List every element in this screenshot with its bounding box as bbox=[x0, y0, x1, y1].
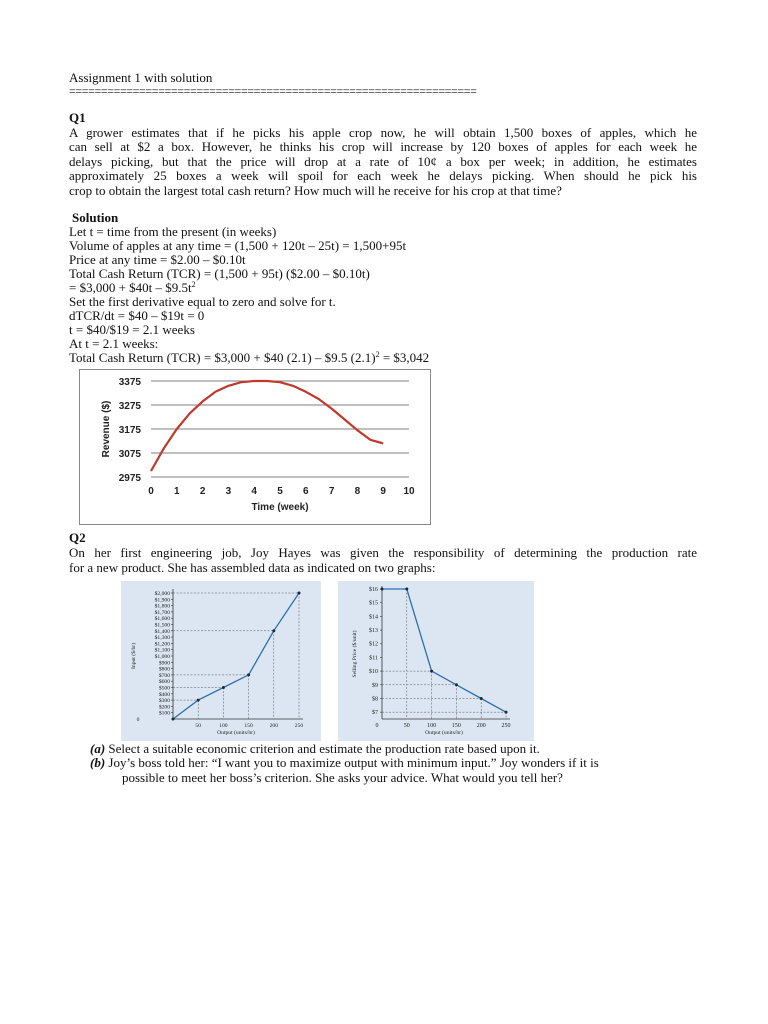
y-tick-label: $1,200 bbox=[154, 641, 170, 648]
y-tick-label: $500 bbox=[158, 685, 170, 692]
y-tick-label: $11 bbox=[369, 655, 378, 662]
y-tick-label: $100 bbox=[158, 710, 170, 717]
y-tick-label: $1,600 bbox=[154, 616, 170, 623]
q2-line: On her first engineering job, Joy Hayes was given the responsibility of determining the production rate bbox=[69, 545, 697, 560]
solution-label: Solution bbox=[72, 210, 119, 225]
y-tick-label: $16 bbox=[369, 587, 378, 593]
q2-label: Q2 bbox=[69, 530, 86, 545]
solution-line: dTCR/dt = $40 – $19t = 0 bbox=[69, 308, 205, 323]
x-tick-label: 8 bbox=[354, 486, 361, 497]
y-tick-label: $1,000 bbox=[154, 654, 170, 660]
x-tick-label: 9 bbox=[380, 486, 386, 497]
y-tick-label: $1,900 bbox=[154, 597, 170, 604]
x-tick-label: 50 bbox=[195, 723, 201, 729]
q2-line: for a new product. She has assembled data as indicated on two graphs: bbox=[69, 560, 436, 575]
input-output-chart bbox=[121, 581, 321, 741]
q2-part-a: (a) Select a suitable economic criterion and estimate the production rate based upon it. bbox=[90, 741, 540, 756]
solution-line: Let t = time from the present (in weeks) bbox=[69, 224, 277, 239]
tcr-expanded: = $3,000 + $40t – $\$9.5t^2$ bbox=[69, 280, 196, 295]
y-axis-label: Revenue ($) bbox=[101, 400, 112, 458]
y-axis-label: Selling Price ($/unit) bbox=[352, 630, 358, 678]
q1-line: can sell at $2 a box. However, he thinks his crop will increase by 120 boxes of apples for each week he bbox=[69, 139, 697, 154]
solution-line: Set the first derivative equal to zero and solve for t. bbox=[69, 294, 336, 309]
y-tick-label: $10 bbox=[369, 669, 378, 676]
x-tick-label: 3 bbox=[225, 486, 232, 497]
x-tick-label: 100 bbox=[427, 723, 437, 729]
y-tick-label: $1,100 bbox=[154, 647, 170, 654]
assignment-title: Assignment 1 with solution bbox=[69, 70, 213, 85]
x-tick-label: 250 bbox=[501, 723, 511, 729]
y-tick-label: $600 bbox=[158, 679, 170, 686]
data-point bbox=[505, 711, 508, 714]
data-point bbox=[430, 670, 433, 673]
y-tick-label: $12 bbox=[369, 641, 378, 648]
x-tick-label: 50 bbox=[403, 723, 410, 729]
y-tick-label: $300 bbox=[158, 698, 170, 705]
y-tick-label: $15 bbox=[369, 600, 378, 607]
data-point bbox=[455, 683, 458, 686]
y-tick-label: $1,700 bbox=[154, 609, 170, 616]
data-point bbox=[381, 588, 384, 591]
x-tick-label: 1 bbox=[174, 486, 180, 497]
data-point bbox=[247, 673, 250, 676]
y-tick-label: 3275 bbox=[118, 401, 141, 412]
solution-line: Total Cash Return (TCR) = (1,500 + 95t) ($2.00 – $0.10t) bbox=[69, 266, 370, 281]
data-point bbox=[298, 592, 301, 595]
y-tick-label: $9 bbox=[372, 682, 378, 689]
q1-label: Q1 bbox=[69, 110, 86, 125]
q2-part-b: (b) Joy’s boss told her: “I want you to maximize output with minimum input.” Joy wonders if it is bbox=[90, 755, 599, 770]
x-tick-label: 200 bbox=[269, 723, 278, 729]
solution-line: Volume of apples at any time = (1,500 + 120t – 25t) = 1,500+95t bbox=[69, 238, 407, 253]
q1-line: delays picking, but that the price will drop at a rate of 10¢ a box per week; in addition, he estimates bbox=[69, 154, 697, 169]
y-tick-label: 3375 bbox=[118, 377, 141, 388]
data-point bbox=[172, 718, 175, 721]
x-axis-label: Output (units/hr) bbox=[425, 730, 463, 736]
x-tick-label: 4 bbox=[251, 486, 257, 497]
x-tick-label: 150 bbox=[451, 723, 461, 729]
origin-label: 0 bbox=[375, 723, 379, 729]
y-tick-label: $8 bbox=[372, 696, 378, 703]
data-point bbox=[197, 699, 200, 702]
x-tick-label: 10 bbox=[403, 486, 415, 497]
data-point bbox=[480, 697, 483, 700]
x-tick-label: 7 bbox=[328, 486, 335, 497]
q2-part-b-cont: possible to meet her boss’s criterion. She asks your advice. What would you tell her? bbox=[122, 770, 563, 785]
data-point bbox=[405, 588, 408, 591]
y-tick-label: $1,400 bbox=[154, 628, 170, 635]
solution-line: Price at any time = $2.00 – $0.10t bbox=[69, 252, 246, 267]
separator-rule: ================================================================ bbox=[69, 84, 477, 98]
y-tick-label: $2,000 bbox=[154, 591, 170, 597]
solution-line: t = $40/$19 = 2.1 weeks bbox=[69, 322, 195, 337]
y-tick-label: $7 bbox=[372, 710, 378, 717]
revenue-chart bbox=[79, 369, 431, 525]
x-tick-label: 150 bbox=[244, 723, 253, 729]
x-tick-label: 5 bbox=[277, 486, 283, 497]
y-tick-label: 2975 bbox=[118, 473, 141, 484]
x-tick-label: 250 bbox=[294, 723, 304, 729]
selling-price-chart bbox=[338, 581, 534, 741]
x-axis-label: Time (week) bbox=[251, 502, 309, 513]
y-tick-label: $1,300 bbox=[154, 635, 170, 642]
y-tick-label: $1,500 bbox=[154, 622, 170, 629]
x-tick-label: 100 bbox=[219, 723, 228, 729]
data-point bbox=[222, 686, 225, 689]
q1-line: approximately 25 boxes a week will spoil for each week he delays picking. When should he pick his bbox=[69, 168, 697, 183]
origin-label: 0 bbox=[136, 717, 140, 723]
final-tcr: Total Cash Return (TCR) = $3,000 + $40 (2.1) – $9.5 $(2.1)^2$ = $3,042 bbox=[69, 350, 430, 365]
y-tick-label: $800 bbox=[158, 666, 170, 673]
solution-line: At t = 2.1 weeks: bbox=[69, 336, 159, 351]
y-tick-label: 3175 bbox=[118, 425, 141, 436]
y-tick-label: 3075 bbox=[118, 449, 141, 460]
y-tick-label: $900 bbox=[158, 660, 170, 667]
x-tick-label: 2 bbox=[199, 486, 206, 497]
x-tick-label: 6 bbox=[303, 486, 309, 497]
y-tick-label: $1,800 bbox=[154, 603, 170, 610]
data-point bbox=[272, 629, 275, 632]
y-tick-label: $13 bbox=[369, 628, 378, 635]
x-tick-label: 200 bbox=[476, 723, 486, 729]
x-tick-label: 0 bbox=[148, 486, 154, 497]
y-tick-label: $14 bbox=[369, 614, 378, 621]
y-tick-label: $400 bbox=[158, 691, 170, 698]
x-axis-label: Output (units/hr) bbox=[217, 730, 255, 736]
q1-line: A grower estimates that if he picks his apple crop now, he will obtain 1,500 boxes of apples, which he bbox=[69, 125, 697, 140]
q1-line: crop to obtain the largest total cash return? How much will he receive for his crop at that time? bbox=[69, 183, 562, 198]
y-axis-label: Input ($/hr) bbox=[131, 643, 137, 669]
y-tick-label: $700 bbox=[158, 672, 170, 679]
y-tick-label: $200 bbox=[158, 704, 170, 711]
